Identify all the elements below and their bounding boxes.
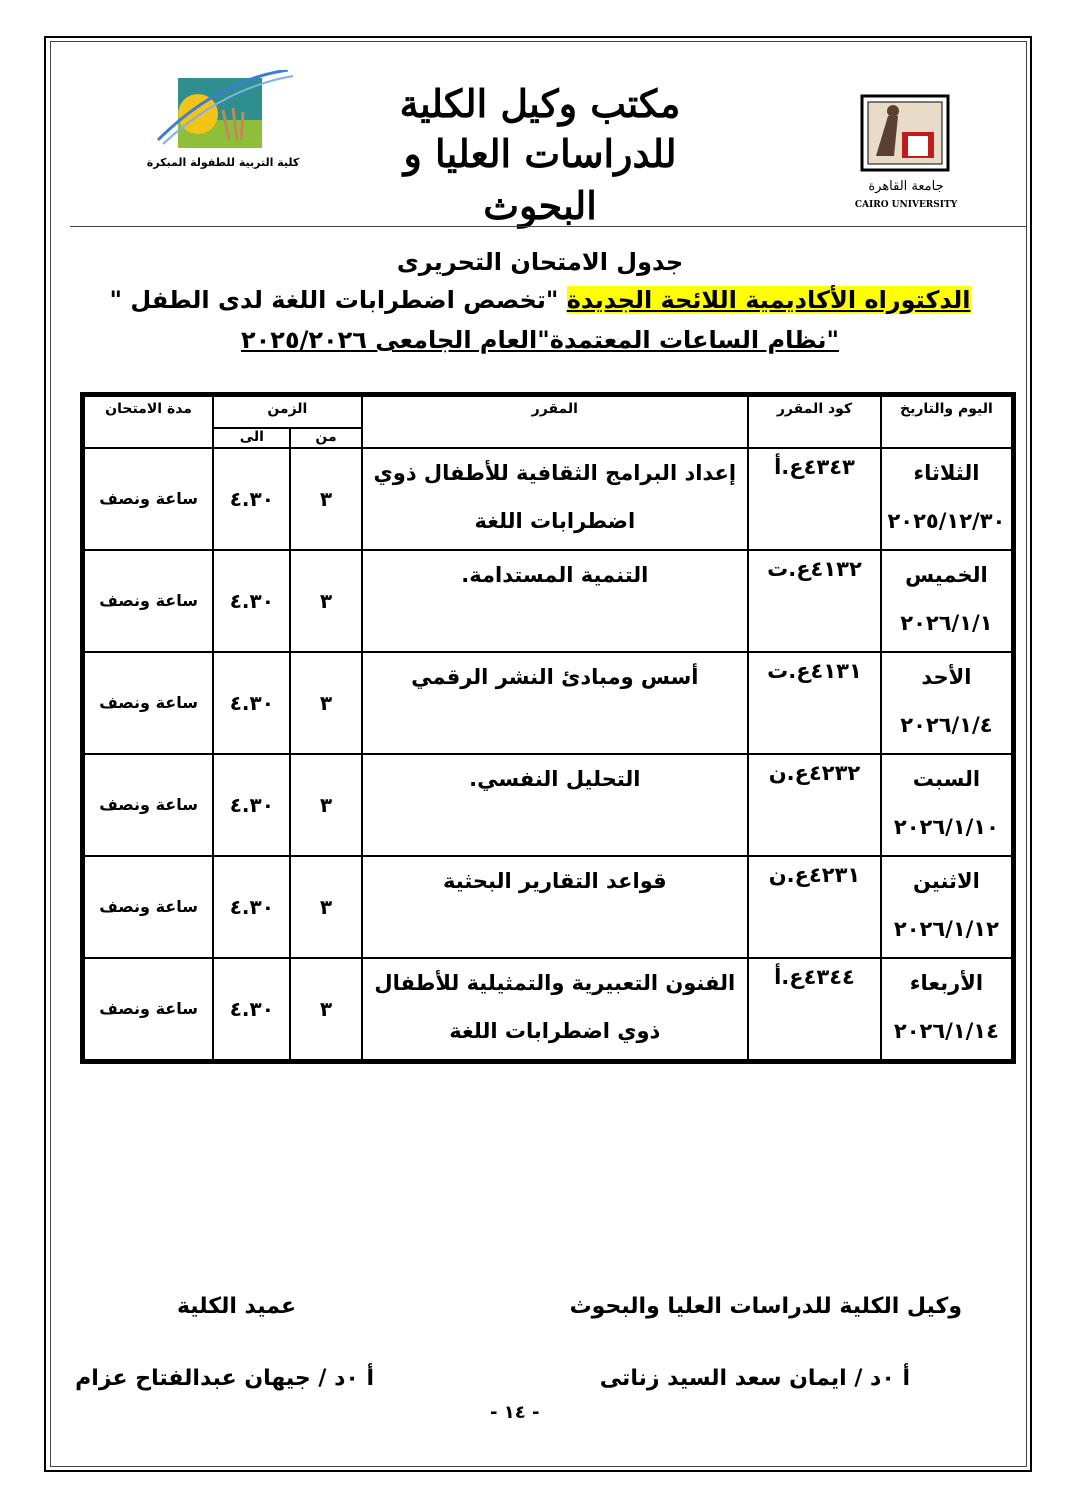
time-from: ٣ <box>290 652 361 754</box>
dean-title: عميد الكلية <box>176 1294 296 1319</box>
day: الاثنين <box>913 868 980 893</box>
time-from: ٣ <box>290 958 361 1062</box>
faculty-logo-text: كلية التربية للطفولة المبكرة <box>146 156 300 169</box>
time-to: ٤.٣٠ <box>213 448 290 550</box>
day-date-cell <box>881 754 1014 856</box>
header-code: كود المقرر <box>748 395 881 449</box>
day-date-cell <box>881 652 1014 754</box>
date: ٢٠٢٦/١/١٠ <box>893 814 999 839</box>
header-divider <box>70 226 1026 227</box>
table-row <box>83 856 1014 958</box>
title-academic-year: "نظام الساعات المعتمدة"العام الجامعى ٢٠٢٥/٢٠٢٦ <box>241 326 839 354</box>
exam-duration: ساعة ونصف <box>83 856 214 958</box>
title-program-specialty: "تخصص اضطرابات اللغة لدى الطفل " <box>109 286 567 314</box>
time-from: ٣ <box>290 550 361 652</box>
exam-duration: ساعة ونصف <box>83 754 214 856</box>
table-row <box>83 550 1014 652</box>
course-name: قواعد التقارير البحثية <box>362 856 749 958</box>
day: الأحد <box>921 664 972 689</box>
title-exam-schedule: جدول الامتحان التحريرى <box>396 248 684 276</box>
date: ٢٠٢٦/١/١ <box>900 610 993 635</box>
time-to: ٤.٣٠ <box>213 652 290 754</box>
time-from: ٣ <box>290 856 361 958</box>
course-code: ٤٢٣١ع.ن <box>748 856 881 958</box>
title-program-highlight: الدكتوراه الأكاديمية اللائحة الجديدة <box>566 286 971 314</box>
date: ٢٠٢٦/١/١٤ <box>893 1018 999 1043</box>
time-to: ٤.٣٠ <box>213 856 290 958</box>
document-titles <box>60 244 1020 360</box>
day: الأربعاء <box>909 970 984 995</box>
date: ٢٠٢٥/١٢/٣٠ <box>887 509 1006 533</box>
cairo-university-logo <box>842 86 972 216</box>
header-to: الى <box>213 428 290 448</box>
time-to: ٤.٣٠ <box>213 958 290 1062</box>
header-time: الزمن <box>213 395 361 429</box>
time-to: ٤.٣٠ <box>213 754 290 856</box>
course-name: إعداد البرامج الثقافية للأطفال ذوي اضطرابات اللغة <box>362 448 749 550</box>
title-program <box>60 280 1020 320</box>
time-to: ٤.٣٠ <box>213 550 290 652</box>
course-name: التنمية المستدامة. <box>362 550 749 652</box>
day-date-cell <box>881 856 1014 958</box>
day-date-cell <box>881 448 1014 550</box>
date: ٢٠٢٦/١/١٢ <box>893 916 999 941</box>
header-day-date: اليوم والتاريخ <box>881 395 1014 449</box>
table-row <box>83 754 1014 856</box>
office-line-2: للدراسات العليا و البحوث <box>403 131 677 228</box>
faculty-logo <box>128 70 318 180</box>
course-code: ٤١٣١ع.ت <box>748 652 881 754</box>
course-code: ٤٢٣٢ع.ن <box>748 754 881 856</box>
header-course: المقرر <box>362 395 749 449</box>
course-code: ٤١٣٢ع.ت <box>748 550 881 652</box>
table-row <box>83 958 1014 1062</box>
exam-duration: ساعة ونصف <box>83 448 214 550</box>
day-date-cell <box>881 550 1014 652</box>
dean-name: أ ٠د / جيهان عبدالفتاح عزام <box>75 1366 374 1391</box>
exam-duration: ساعة ونصف <box>83 652 214 754</box>
day-date-cell <box>881 958 1014 1062</box>
exam-duration: ساعة ونصف <box>83 958 214 1062</box>
header-duration: مدة الامتحان <box>83 395 214 449</box>
course-code: ٤٣٤٣ع.أ <box>748 448 881 550</box>
table-row <box>83 652 1014 754</box>
exam-schedule-table <box>80 392 1016 1064</box>
table-row <box>83 448 1014 550</box>
date: ٢٠٢٦/١/٤ <box>900 712 993 737</box>
page-number: - ١٤ - <box>490 1402 540 1423</box>
vice-dean-title: وكيل الكلية للدراسات العليا والبحوث <box>569 1294 962 1319</box>
day: السبت <box>912 766 981 791</box>
course-code: ٤٣٤٤ع.أ <box>748 958 881 1062</box>
course-name: الفنون التعبيرية والتمثيلية للأطفال ذوي اضطرابات اللغة <box>362 958 749 1062</box>
time-from: ٣ <box>290 448 361 550</box>
vice-dean-name: أ ٠د / ايمان سعد السيد زناتى <box>599 1366 910 1391</box>
course-name: التحليل النفسي. <box>362 754 749 856</box>
cairo-logo-text-ar: جامعة القاهرة <box>868 179 944 194</box>
time-from: ٣ <box>290 754 361 856</box>
day: الثلاثاء <box>913 461 980 485</box>
exam-duration: ساعة ونصف <box>83 550 214 652</box>
day: الخميس <box>905 562 988 587</box>
course-name: أسس ومبادئ النشر الرقمي <box>362 652 749 754</box>
office-line-1: مكتب وكيل الكلية <box>399 81 681 126</box>
header-from: من <box>290 428 361 448</box>
office-heading <box>380 80 700 232</box>
cairo-logo-text-en: CAIRO UNIVERSITY <box>854 200 958 210</box>
